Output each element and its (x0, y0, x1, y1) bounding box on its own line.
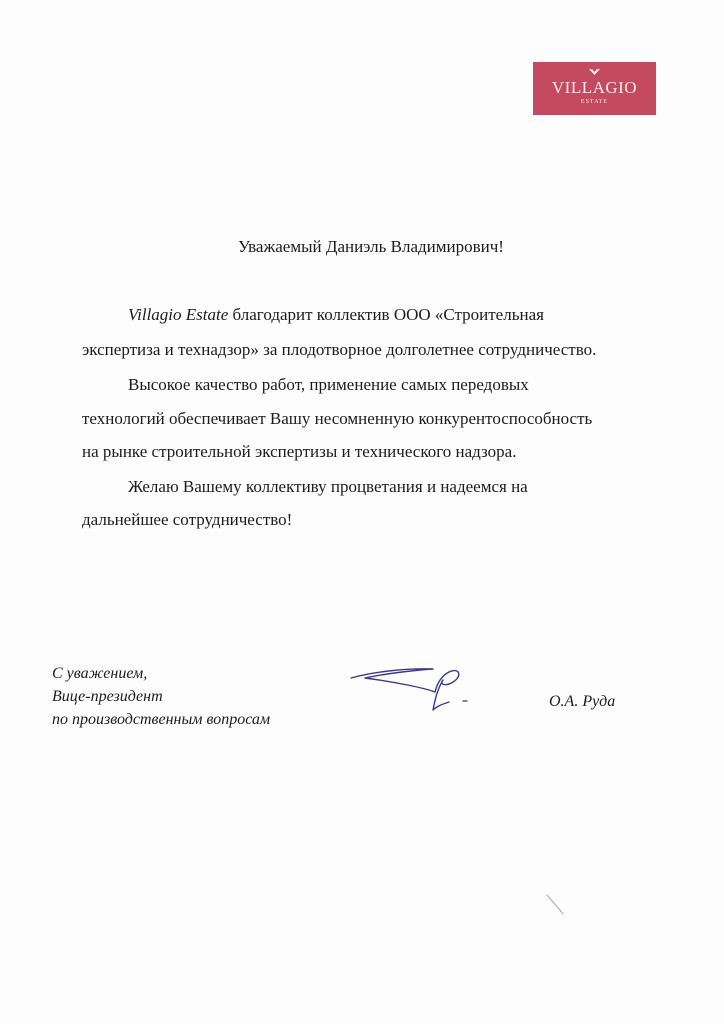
paragraph-1-line-2: экспертиза и технадзор» за плодотворное долголетнее сотрудничество. (82, 340, 597, 359)
paragraph-3-line-1: Желаю Вашему коллективу процветания и надеемся на (128, 477, 528, 496)
handwritten-signature (345, 662, 480, 718)
logo-brand-text: VILLAGIO (551, 78, 638, 97)
signature-title-line-1: Вице-президент (52, 688, 163, 705)
signature-closing: С уважением, (52, 665, 148, 682)
paragraph-2-line-2: технологий обеспечивает Вашу несомненную конкурентоспособность (82, 409, 593, 428)
signature-title-line-2: по производственным вопросам (52, 711, 271, 728)
paragraph-3-line-2: дальнейшее сотрудничество! (82, 510, 293, 529)
signatory-name: О.А. Руда (549, 693, 616, 710)
paragraph-2-line-3: на рынке строительной экспертизы и технического надзора. (82, 442, 517, 461)
logo-sub-text: ESTATE (580, 99, 609, 105)
company-name: Villagio Estate (128, 305, 229, 324)
villagio-logo (533, 62, 656, 115)
paragraph-2-line-1: Высокое качество работ, применение самых передовых (128, 375, 529, 394)
scan-speck-mark (543, 892, 567, 918)
paragraph-1-line-1-text: благодарит коллектив ООО «Строительная (228, 305, 544, 324)
letter-greeting: Уважаемый Даниэль Владимирович! (238, 237, 504, 256)
crown-icon (533, 67, 656, 77)
paragraph-1-line-1 (128, 305, 544, 325)
